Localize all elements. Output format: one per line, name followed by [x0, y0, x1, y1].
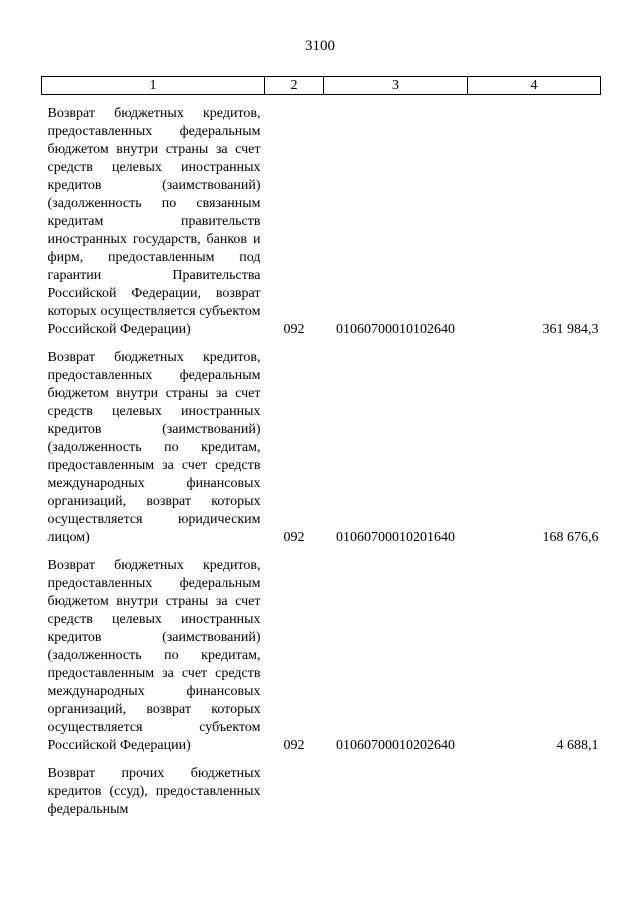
row-kbk — [324, 755, 468, 819]
row-description: Возврат прочих бюджетных кредитов (ссуд), предоставленных федеральным — [47, 766, 261, 817]
row-code: 092 — [283, 738, 305, 753]
row-kbk: 01060700010202640 — [336, 738, 455, 753]
row-description: Возврат бюджетных кредитов, предоставленных федеральным бюджетом внутри страны за счет средств целевых иностранных кредитов (заимствований) (задолженность по связанным кредитам правительств иностранных государств, банков и фирм, предоставленным под гарантии Правительства Российской Федерации, возврат которых осуществляется субъектом Российской Федерации) — [47, 106, 261, 337]
row-kbk: 01060700010201640 — [336, 530, 455, 545]
column-header-2: 2 — [265, 77, 324, 95]
row-description: Возврат бюджетных кредитов, предоставленных федеральным бюджетом внутри страны за счет средств целевых иностранных кредитов (заимствований) (задолженность по кредитам, предоставленным за счет средств международных финансовых организаций, возврат которых осуществляется юридическим лицом) — [47, 350, 261, 545]
column-header-3: 3 — [324, 77, 468, 95]
table-row — [42, 547, 601, 755]
table-row — [42, 755, 601, 819]
row-amount: 168 676,6 — [542, 530, 599, 545]
column-header-4: 4 — [468, 77, 601, 95]
row-amount — [468, 755, 601, 819]
table-header-row — [42, 77, 601, 95]
row-code: 092 — [283, 530, 305, 545]
row-description: Возврат бюджетных кредитов, предоставленных федеральным бюджетом внутри страны за счет средств целевых иностранных кредитов (заимствований) (задолженность по кредитам, предоставленным за счет средств международных финансовых организаций, возврат которых осуществляется субъектом Российской Федерации) — [47, 558, 261, 753]
row-amount: 4 688,1 — [556, 738, 599, 753]
row-code: 092 — [283, 322, 305, 337]
table-row — [42, 95, 601, 340]
row-amount: 361 984,3 — [542, 322, 599, 337]
row-code — [265, 755, 324, 819]
page-number: 3100 — [305, 38, 335, 54]
budget-table — [41, 76, 601, 819]
column-header-1: 1 — [42, 77, 265, 95]
table-row — [42, 339, 601, 547]
row-kbk: 01060700010102640 — [336, 322, 455, 337]
